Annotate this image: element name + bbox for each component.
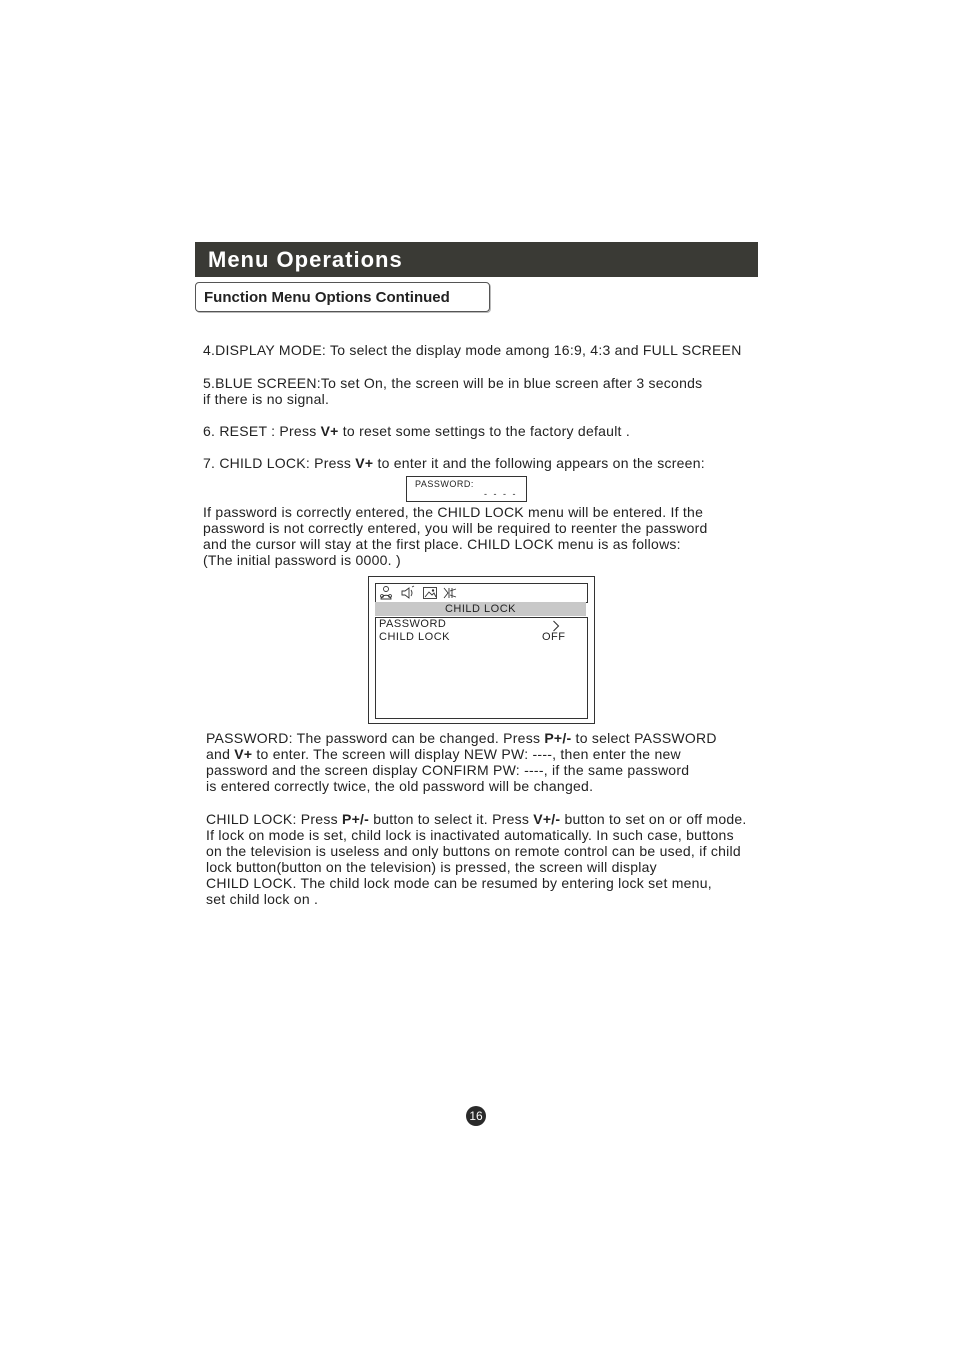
item-reset-key: V+ — [320, 423, 339, 439]
menu-row-password[interactable]: PASSWORD — [379, 618, 447, 630]
password-desc-l1-suffix: to select PASSWORD — [571, 730, 717, 746]
menu-body — [375, 617, 588, 719]
password-desc-l2-prefix: and — [206, 746, 235, 762]
password-info-line: (The initial password is 0000. ) — [203, 552, 401, 568]
password-info-line: If password is correctly entered, the CHILD LOCK menu will be entered. If the — [203, 504, 704, 520]
item-blue-screen-line1: 5.BLUE SCREEN:To set On, the screen will be in blue screen after 3 seconds — [203, 375, 703, 391]
password-desc-line — [206, 746, 717, 762]
password-desc-l1-prefix: PASSWORD: The password can be changed. Press — [206, 730, 545, 746]
password-prompt-dashes: - - - - — [484, 489, 518, 499]
password-prompt-box — [406, 476, 527, 502]
item-child-lock-suffix: to enter it and the following appears on the screen: — [373, 455, 705, 471]
childlock-desc-line — [206, 811, 747, 827]
childlock-desc-l1-key1: P+/- — [341, 811, 370, 827]
picture-icon — [422, 585, 438, 601]
item-child-lock — [203, 455, 705, 471]
password-prompt-label: PASSWORD: — [415, 479, 474, 489]
menu-row-child-lock[interactable]: CHILD LOCK — [379, 631, 451, 643]
item-display-mode: 4.DISPLAY MODE: To select the display mode among 16:9, 4:3 and FULL SCREEN — [203, 342, 742, 358]
child-lock-menu — [368, 576, 595, 724]
childlock-desc-l1-suffix: button to set on or off mode. — [560, 811, 747, 827]
childlock-desc-line: lock button(button on the television) is pressed, the screen will display — [206, 859, 657, 875]
item-reset — [203, 423, 630, 439]
childlock-desc-l1-key2: V+/- — [533, 811, 561, 827]
section-subtitle: Function Menu Options Continued — [204, 289, 450, 306]
item-child-lock-prefix: 7. CHILD LOCK: Press — [203, 455, 356, 471]
childlock-desc-line: CHILD LOCK. The child lock mode can be resumed by entering lock set menu, — [206, 875, 712, 891]
password-desc-line: password and the screen display CONFIRM PW: ----, if the same password — [206, 762, 690, 778]
password-desc-line — [206, 730, 717, 746]
childlock-desc-line: set child lock on . — [206, 891, 319, 907]
childlock-desc-l1-prefix: CHILD LOCK: Press — [206, 811, 342, 827]
item-blue-screen-line2: if there is no signal. — [203, 391, 330, 407]
password-desc-l2-key: V+ — [234, 746, 253, 762]
password-info-line: password is not correctly entered, you will be required to reenter the password — [203, 520, 708, 536]
item-child-lock-key: V+ — [355, 455, 374, 471]
password-info-line: and the cursor will stay at the first place. CHILD LOCK menu is as follows: — [203, 536, 681, 552]
password-desc-line: is entered correctly twice, the old password will be changed. — [206, 778, 594, 794]
page-title: Menu Operations — [208, 247, 403, 272]
childlock-desc-line: If lock on mode is set, child lock is inactivated automatically. In such case, buttons — [206, 827, 734, 843]
section-subtitle-box — [195, 282, 490, 312]
childlock-desc-line: on the television is useless and only buttons on remote control can be used, if child — [206, 843, 741, 859]
password-info — [203, 504, 708, 568]
item-reset-suffix: to reset some settings to the factory default . — [338, 423, 630, 439]
settings-icon — [442, 585, 458, 601]
menu-row-child-lock-value: OFF — [542, 631, 566, 643]
item-blue-screen — [203, 375, 702, 407]
speaker-icon — [400, 585, 416, 601]
password-desc-l1-key: P+/- — [544, 730, 572, 746]
childlock-desc-l1-mid: button to select it. Press — [369, 811, 534, 827]
page-number: 16 — [466, 1106, 486, 1126]
child-lock-description — [206, 811, 747, 907]
user-icon — [378, 585, 394, 601]
password-description — [206, 730, 717, 794]
menu-icon-bar — [375, 583, 588, 603]
item-reset-prefix: 6. RESET : Press — [203, 423, 321, 439]
menu-title: CHILD LOCK — [375, 602, 586, 616]
password-desc-l2-suffix: to enter. The screen will display NEW PW: ----, then enter the new — [252, 746, 681, 762]
header-bar — [195, 242, 758, 277]
